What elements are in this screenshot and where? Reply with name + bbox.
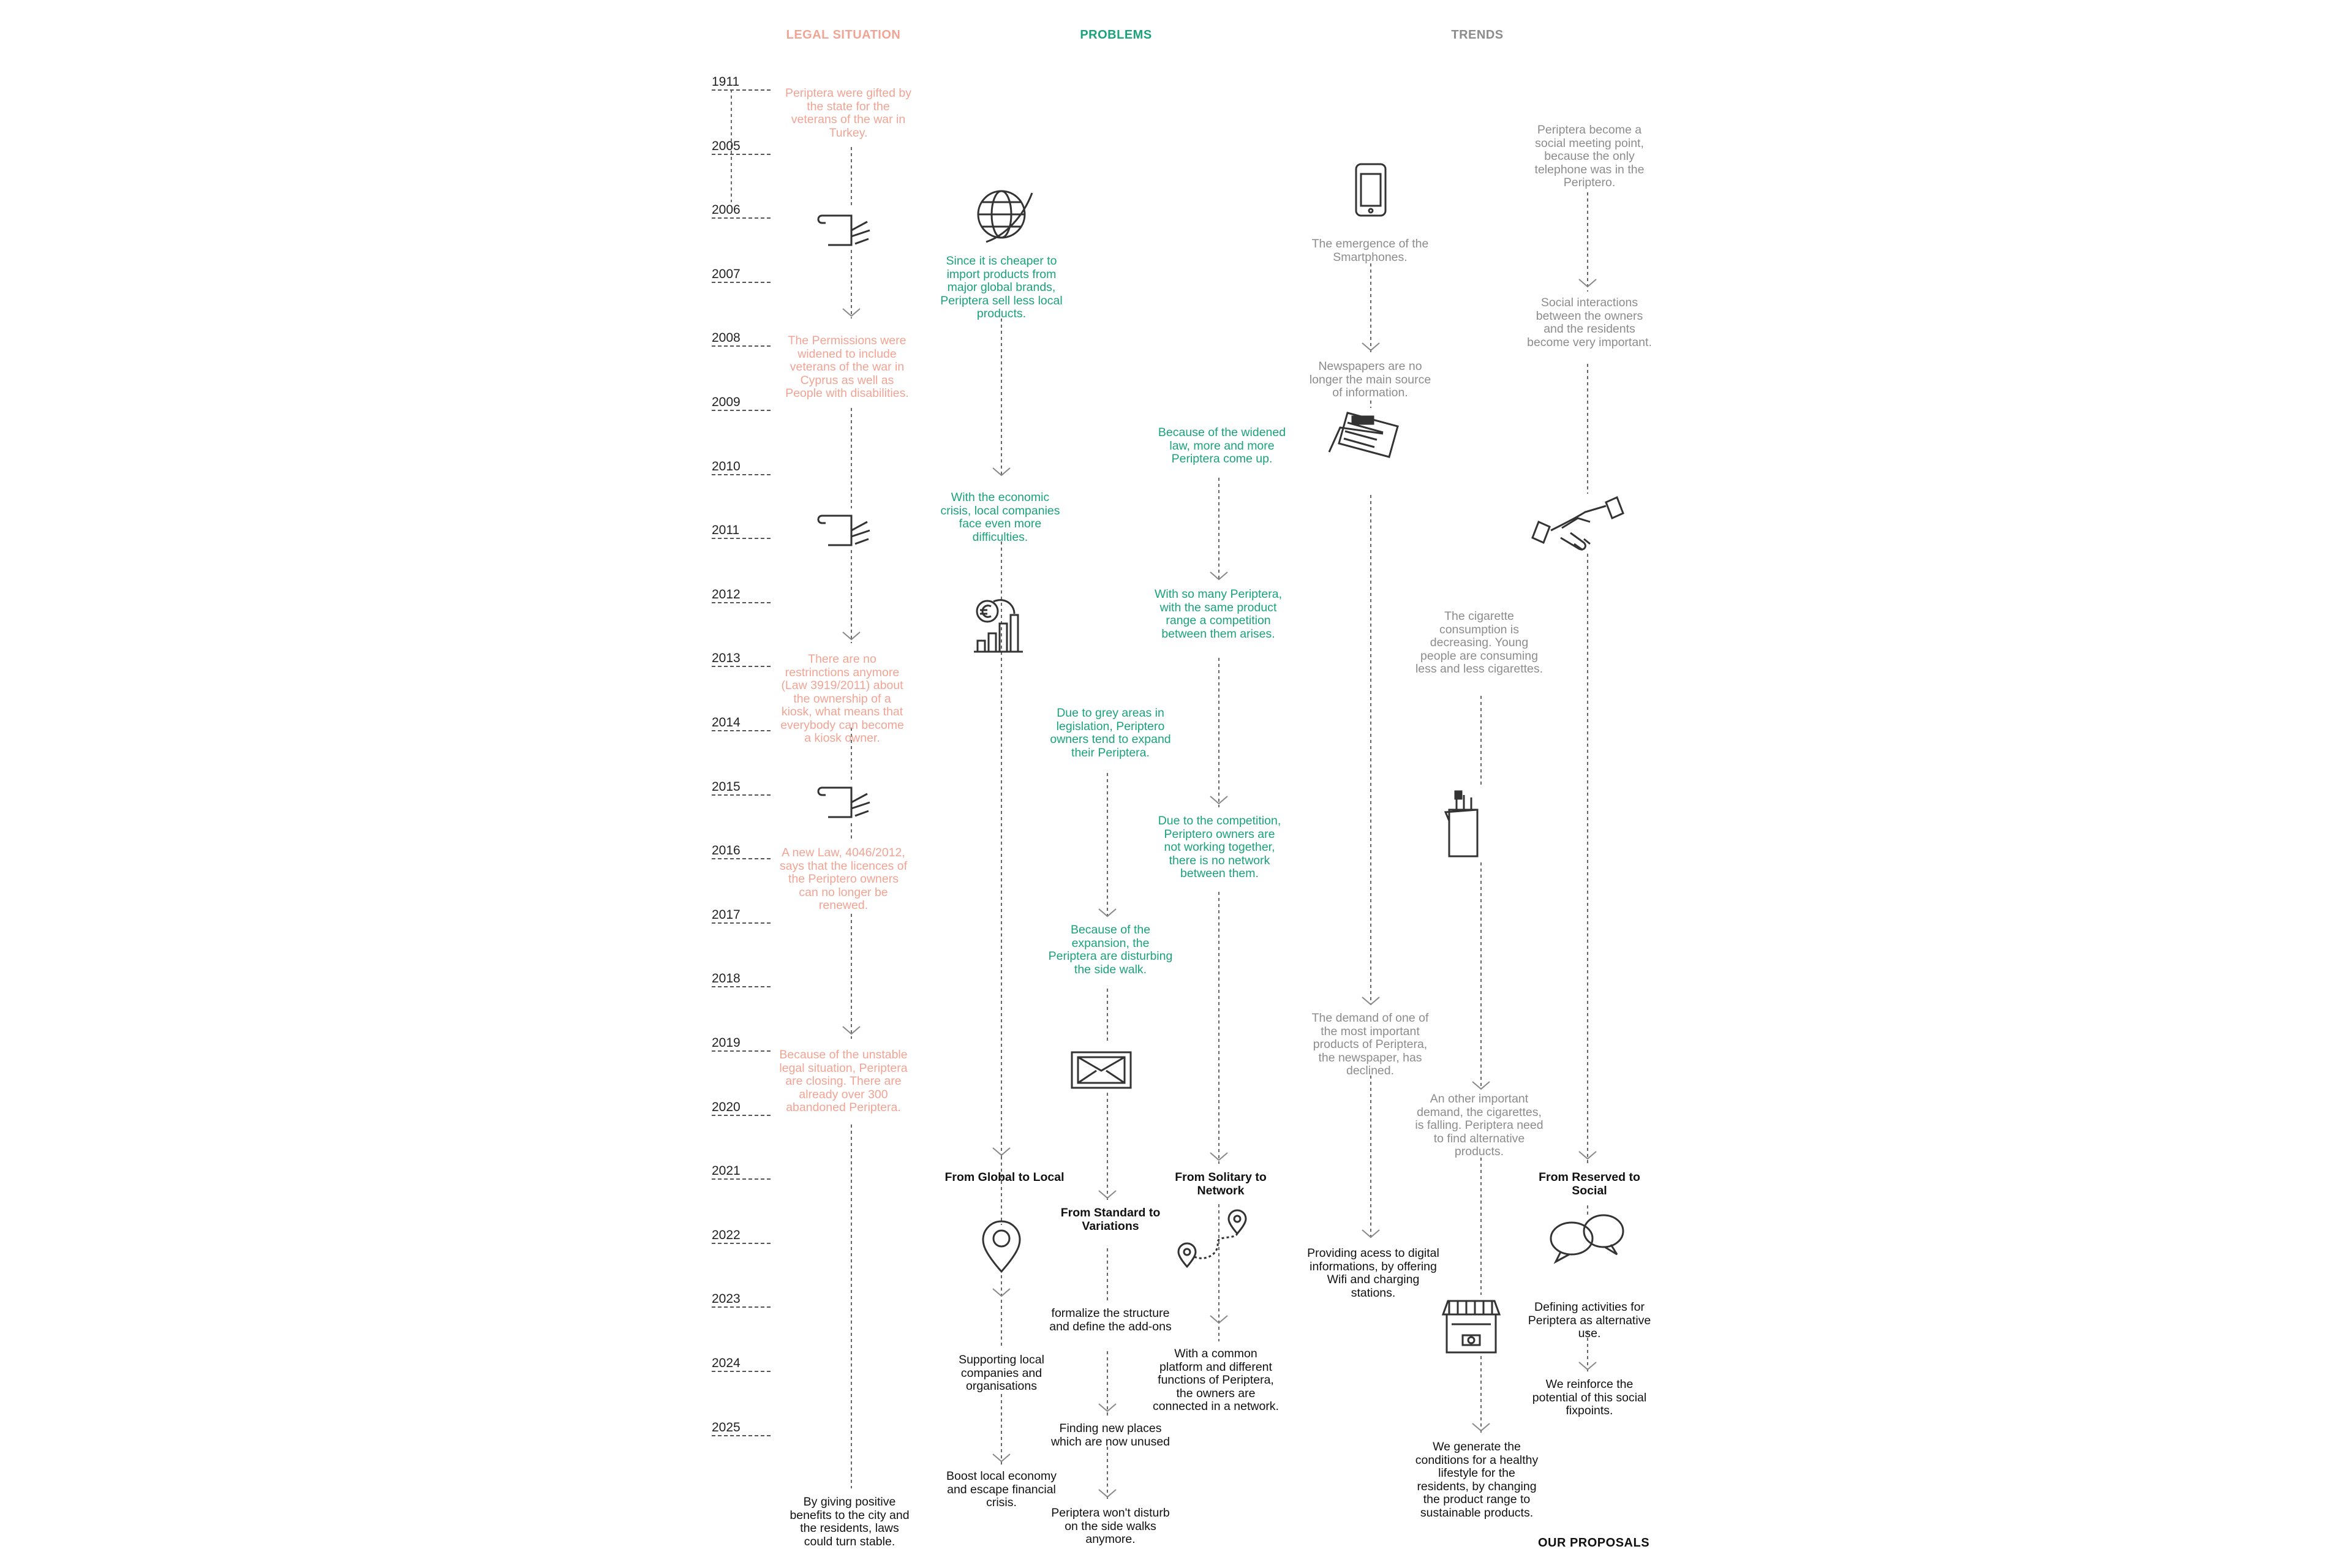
year-tick-line: [712, 474, 771, 475]
year-label: 1911: [712, 75, 740, 89]
trend-newspaper-declined: The demand of one of the most important products of Periptera, the newspaper, has declined.: [1311, 1011, 1429, 1077]
trend-cigarettes-falling: An other important demand, the cigarettes, is falling. Periptera need to find alternative products.: [1415, 1092, 1544, 1158]
proposal-wifi: Providing acess to digital informations, by offering Wifi and charging stations.: [1307, 1246, 1439, 1300]
problem-side-walk: Because of the expansion, the Periptera are disturbing the side walk.: [1048, 923, 1173, 976]
proposal-global-2: Boost local economy and escape financial crisis.: [946, 1469, 1057, 1509]
legal-2018: Because of the unstable legal situation, Periptera are closing. There are already over 300 abandoned Periptera.: [779, 1048, 908, 1114]
year-label: 2021: [712, 1164, 741, 1178]
route-pins-icon: [1178, 1210, 1246, 1267]
problem-competition: With so many Periptera, with the same product range a competition between them arises.: [1154, 587, 1283, 641]
problem-economic-crisis: With the economic crisis, local companies face even more difficulties.: [940, 491, 1060, 544]
legal-2012: There are no restrinctions anymore (Law 3919/2011) about the ownership of a kiosk, what means that everybody can become a kiosk owner.: [780, 652, 904, 745]
year-label: 2007: [712, 266, 741, 281]
year-label: 2025: [712, 1420, 741, 1434]
year-tick-line: [712, 602, 771, 603]
year-tick-line: [712, 345, 771, 347]
year-label: 2011: [712, 523, 740, 538]
speech-bubbles-icon: [1551, 1215, 1623, 1262]
trend-cigarettes-decreasing: The cigarette consumption is decreasing. Young people are consuming less and less cigarettes.: [1415, 609, 1544, 676]
year-tick-line: [712, 538, 771, 539]
scroll-document-icon: [818, 216, 870, 245]
proposal-solitary-title: From Solitary to Network: [1175, 1170, 1267, 1197]
year-tick-line: [712, 410, 771, 411]
problem-more-periptera: Because of the widened law, more and more Periptera come up.: [1158, 426, 1286, 466]
year-label: 2010: [712, 459, 741, 473]
legal-2007: The Permissions were widened to include veterans of the war in Cyprus as well as People with disabilities.: [785, 334, 909, 400]
year-tick-line: [712, 858, 771, 859]
year-label: 2009: [712, 395, 741, 409]
problem-no-network: Due to the competition, Periptero owners are not working together, there is no network between them.: [1158, 814, 1281, 880]
year-tick-line: [712, 730, 771, 731]
year-tick-line: [712, 986, 771, 987]
year-label: 2012: [712, 587, 741, 601]
year-label: 2014: [712, 715, 741, 729]
proposal-social-2: We reinforce the potential of this social fixpoints.: [1532, 1378, 1647, 1417]
smartphone-icon: [1356, 164, 1385, 216]
proposal-standard-2: Finding new places which are now unused: [1050, 1422, 1170, 1449]
header-our-proposals: OUR PROPOSALS: [1537, 1536, 1650, 1550]
year-label: 2016: [712, 843, 741, 858]
year-label: 2023: [712, 1292, 741, 1306]
proposal-solitary-1: With a common platform and different functions of Periptera, the owners are connected in a network.: [1153, 1347, 1279, 1413]
year-tick-line: [712, 1050, 771, 1052]
year-tick-line: [712, 922, 771, 924]
year-tick-line: [712, 1178, 771, 1180]
proposal-healthy-lifestyle: We generate the conditions for a healthy lifestyle for the residents, by changing the product range to sustainable products.: [1415, 1440, 1539, 1520]
year-tick-line: [712, 282, 771, 283]
year-label: 2015: [712, 779, 741, 794]
year-tick-line: [712, 89, 771, 91]
proposal-social-1: Defining activities for Periptera as alternative use.: [1528, 1300, 1651, 1340]
problem-grey-areas: Due to grey areas in legislation, Periptero owners tend to expand their Periptera.: [1050, 706, 1171, 760]
year-tick-line: [712, 666, 771, 667]
year-tick-line: [712, 1115, 771, 1116]
year-label: 2017: [712, 907, 741, 922]
proposal-standard-title: From Standard to Variations: [1060, 1206, 1161, 1233]
year-tick-line: [712, 217, 771, 219]
year-label: 2013: [712, 651, 741, 666]
proposal-standard-1: formalize the structure and define the add-ons: [1049, 1306, 1172, 1333]
year-tick-line: [712, 1306, 771, 1308]
proposal-standard-3: Periptera won't disturb on the side walks anymore.: [1051, 1506, 1170, 1546]
trend-social-interactions: Social interactions between the owners and the residents become very important.: [1527, 296, 1652, 349]
header-legal-situation: LEGAL SITUATION: [786, 28, 901, 42]
proposal-social-title: From Reserved to Social: [1539, 1170, 1640, 1197]
cigarette-pack-icon: [1446, 791, 1477, 856]
legal-proposal: By giving positive benefits to the city and the residents, laws could turn stable.: [790, 1495, 910, 1548]
year-tick-line: [712, 154, 771, 155]
header-problems: PROBLEMS: [1080, 28, 1152, 42]
year-tick-line: [712, 1243, 771, 1244]
year-label: 2024: [712, 1356, 741, 1370]
year-label: 2006: [712, 203, 741, 217]
year-tick-line: [712, 794, 771, 796]
handshake-icon: [1532, 497, 1623, 550]
header-trends: TRENDS: [1451, 28, 1504, 42]
globe-icon: [978, 191, 1032, 242]
year-label: 2019: [712, 1036, 741, 1050]
scroll-document-icon: [818, 516, 870, 545]
year-label: 2022: [712, 1227, 741, 1242]
location-pin-icon: [983, 1221, 1020, 1272]
year-label: 2008: [712, 331, 741, 345]
newspaper-icon: [1329, 413, 1398, 457]
year-tick-line: [712, 1435, 771, 1436]
year-label: 2018: [712, 971, 741, 986]
proposal-global-1: Supporting local companies and organisations: [959, 1353, 1044, 1393]
envelope-sidewalk-icon: [1072, 1052, 1131, 1088]
year-label: 2005: [712, 138, 741, 153]
kiosk-shop-icon: [1443, 1301, 1499, 1352]
legal-2015: A new Law, 4046/2012, says that the licences of the Periptero owners can no longer be renewed.: [779, 846, 908, 912]
trend-smartphones: The emergence of the Smartphones.: [1311, 237, 1429, 264]
euro-growth-chart-icon: [974, 600, 1023, 652]
year-tick-line: [712, 1371, 771, 1372]
trend-social-meeting: Periptera become a social meeting point, because the only telephone was in the Periptero.: [1534, 123, 1645, 189]
problem-global-brands: Since it is cheaper to import products from major global brands, Periptera sell less local products.: [940, 254, 1063, 320]
proposal-global-to-local-title: From Global to Local: [944, 1170, 1065, 1184]
legal-1911: Periptera were gifted by the state for the veterans of the war in Turkey.: [785, 86, 911, 140]
year-label: 2020: [712, 1099, 741, 1114]
trend-newspapers: Newspapers are no longer the main source of information.: [1309, 360, 1431, 399]
scroll-document-icon: [818, 788, 870, 817]
